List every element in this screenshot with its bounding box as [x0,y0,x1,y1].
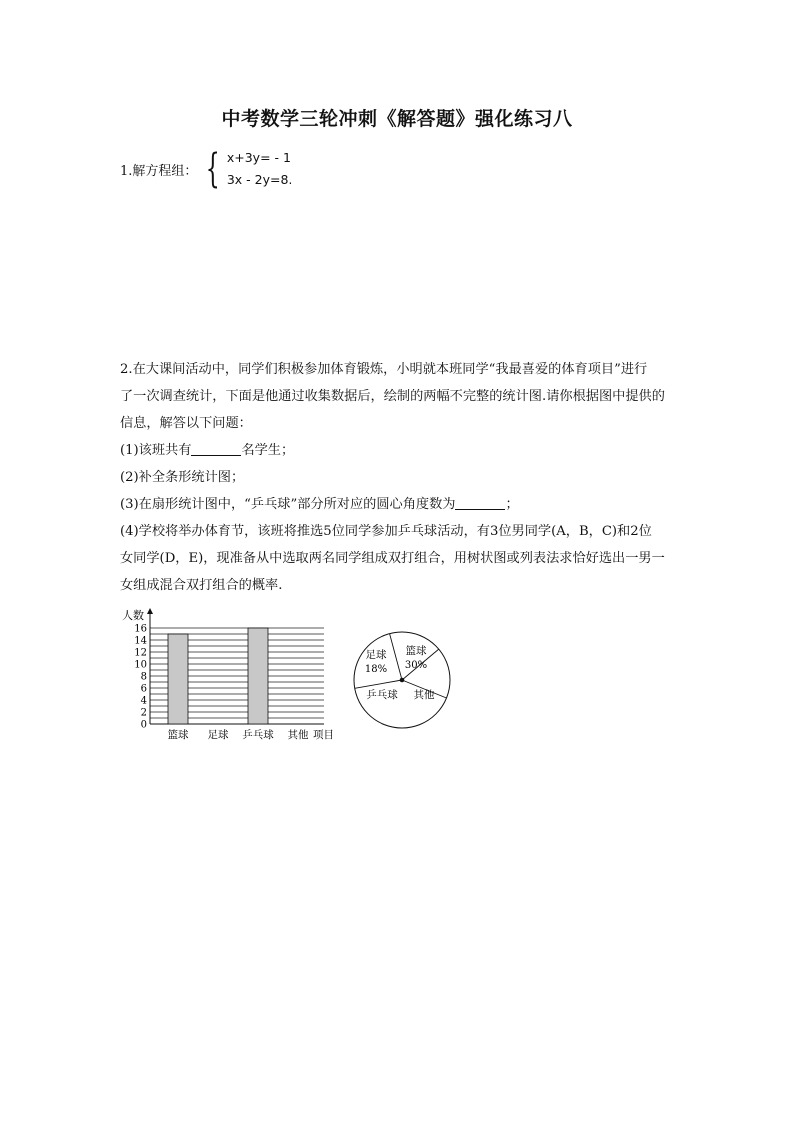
pie-slice-label: 足球 [365,649,387,661]
bar-chart [112,604,342,748]
sub-question-1-text-end: 名学生； [241,443,295,458]
y-tick-label: 0 [140,719,147,731]
bar [248,628,268,724]
y-tick-label: 4 [140,695,147,707]
sub-question-1 [120,437,700,464]
bar [168,634,188,724]
sub-question-3 [120,491,700,518]
equation-brace: { [206,146,221,192]
pie-slice-label: 其他 [413,689,435,701]
x-tick-label: 乒乓球 [242,729,274,741]
y-tick-label: 12 [134,647,147,659]
y-tick-label: 6 [140,683,147,695]
x-tick-label: 篮球 [167,729,189,741]
sub-question-2: (2)补全条形统计图； [120,470,245,485]
equation-system [227,149,292,189]
sub-question-4-line-2: 女同学(D，E)，现准备从中选取两名同学组成双打组合，用树状图或列表法求恰好选出一男一 [120,551,665,566]
sub-question-3-text-end: ； [505,497,519,512]
x-tick-label: 足球 [207,729,229,741]
sub-question-4-line-3: 女组成混合双打组合的概率. [120,578,283,593]
question-2-line-3: 信息，解答以下问题： [120,416,252,431]
question-2-line-1: 2.在大课间活动中，同学们积极参加体育锻炼，小明就本班同学“我最喜爱的体育项目”进行 [120,362,648,377]
y-axis-label: 人数 [122,609,144,622]
equation-period: . [288,173,293,187]
pie-chart [350,628,454,736]
question-2-line-2: 了一次调查统计，下面是他通过收集数据后，绘制的两幅不完整的统计图.请你根据图中提供的 [120,389,665,404]
sub-question-1-text: (1)该班共有 [120,443,192,458]
y-tick-label: 2 [140,707,147,719]
pie-slice-value: 18% [364,664,388,675]
question-1 [120,146,292,192]
question-2 [120,356,700,599]
y-axis-arrow [147,608,153,614]
y-tick-label: 8 [140,671,147,683]
sub-question-3-text: (3)在扇形统计图中，“乒乓球”部分所对应的圆心角度数为 [120,497,456,512]
pie-slice-label: 乒乓球 [366,689,398,701]
answer-blank-3[interactable] [455,495,505,510]
equation-1: x+3y= - 1 [226,150,291,165]
answer-blank-1[interactable] [191,441,241,456]
sub-question-4-line-1: (4)学校将举办体育节，该班将推选5位同学参加乒乓球活动，有3位男同学(A，B，C)和2位 [120,524,652,539]
x-axis-label: 项目 [313,729,334,741]
y-tick-label: 10 [134,659,147,671]
y-tick-label: 14 [134,635,147,647]
bar-chart-svg [112,604,342,744]
pie-slice-label: 篮球 [405,645,427,657]
y-tick-label: 16 [134,623,147,635]
equation-2: 3x - 2y=8 [226,172,289,187]
pie-center [400,678,405,683]
question-1-prefix: 1.解方程组： [120,163,198,179]
pie-slice-value: 30% [404,660,428,671]
pie-chart-svg [350,628,454,732]
x-tick-label: 其他 [287,729,309,741]
document-title: 中考数学三轮冲刺《解答题》强化练习八 [221,108,573,130]
